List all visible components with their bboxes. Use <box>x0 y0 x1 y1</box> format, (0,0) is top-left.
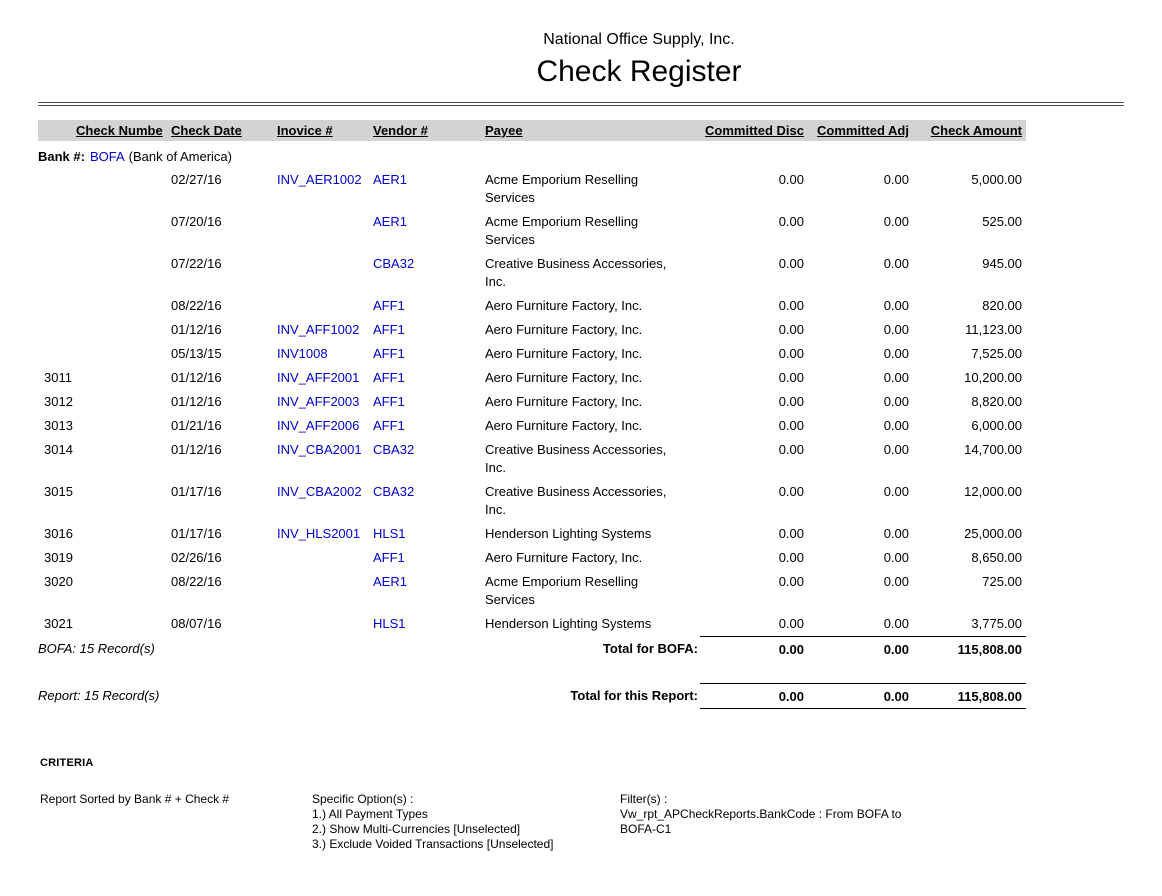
table-row <box>38 438 1026 480</box>
criteria-option-1: 1.) All Payment Types <box>312 807 428 821</box>
invoice-link[interactable]: INV_CBA2001 <box>277 442 362 457</box>
bank-record-count: BOFA: 15 Record(s) <box>38 641 155 656</box>
bank-total-label: Total for BOFA: <box>602 641 698 656</box>
company-name: National Office Supply, Inc. <box>543 31 735 48</box>
col-header-check-date: Check Date <box>171 123 242 138</box>
table-row <box>38 318 1026 342</box>
check-amount-cell: 11,123.00 <box>965 322 1022 337</box>
check-amount-cell: 945.00 <box>982 256 1022 271</box>
vendor-link[interactable]: AFF1 <box>373 370 405 385</box>
bank-total-committed-disc: 0.00 <box>700 636 806 661</box>
invoice-link[interactable]: INV_AFF2003 <box>277 394 360 409</box>
payee-cell: Henderson Lighting Systems <box>485 616 652 631</box>
committed-adj-cell: 0.00 <box>883 256 909 271</box>
table-rows <box>38 168 1026 636</box>
criteria-filters-label: Filter(s) : <box>620 792 668 806</box>
payee-cell: Henderson Lighting Systems <box>485 526 652 541</box>
check-date-cell: 01/17/16 <box>171 484 222 499</box>
check-date-cell: 08/22/16 <box>171 574 222 589</box>
payee-cell: Aero Furniture Factory, Inc. <box>485 394 643 409</box>
committed-disc-cell: 0.00 <box>778 214 804 229</box>
payee-cell: Acme Emporium Reselling Services <box>485 214 639 247</box>
invoice-link[interactable] <box>277 294 373 318</box>
committed-disc-cell: 0.00 <box>778 370 804 385</box>
invoice-link[interactable] <box>277 546 373 570</box>
check-date-cell: 01/21/16 <box>171 418 222 433</box>
check-amount-cell: 10,200.00 <box>964 370 1022 385</box>
check-amount-cell: 820.00 <box>982 298 1022 313</box>
check-number-cell <box>38 168 171 210</box>
vendor-link[interactable]: CBA32 <box>373 442 415 457</box>
table-row <box>38 546 1026 570</box>
committed-adj-cell: 0.00 <box>883 526 909 541</box>
payee-cell: Aero Furniture Factory, Inc. <box>485 322 643 337</box>
vendor-link[interactable]: AER1 <box>373 214 407 229</box>
committed-adj-cell: 0.00 <box>883 322 909 337</box>
committed-adj-cell: 0.00 <box>883 214 909 229</box>
committed-adj-cell: 0.00 <box>883 442 909 457</box>
committed-adj-cell: 0.00 <box>883 172 909 187</box>
check-number-cell <box>38 210 171 252</box>
payee-cell: Aero Furniture Factory, Inc. <box>485 298 643 313</box>
criteria-heading: CRITERIA <box>40 757 94 769</box>
table-row <box>38 390 1026 414</box>
table-row <box>38 480 1026 522</box>
table-row <box>38 210 1026 252</box>
criteria-options-label: Specific Option(s) : <box>312 792 414 806</box>
vendor-link[interactable]: AFF1 <box>373 346 405 361</box>
report-header <box>116 0 1162 90</box>
col-header-invoice: Inovice # <box>277 123 333 138</box>
committed-disc-cell: 0.00 <box>778 346 804 361</box>
invoice-link[interactable]: INV_AFF2006 <box>277 418 360 433</box>
check-amount-cell: 8,650.00 <box>971 550 1022 565</box>
check-number-cell <box>38 342 171 366</box>
criteria-option-2: 2.) Show Multi-Currencies [Unselected] <box>312 822 521 836</box>
vendor-link[interactable]: AER1 <box>373 172 407 187</box>
check-date-cell: 05/13/15 <box>171 346 222 361</box>
check-number-cell: 3012 <box>44 394 73 409</box>
check-date-cell: 01/17/16 <box>171 526 222 541</box>
check-number-cell <box>38 294 171 318</box>
payee-cell: Aero Furniture Factory, Inc. <box>485 346 643 361</box>
report-total-row <box>38 683 1026 709</box>
committed-disc-cell: 0.00 <box>778 394 804 409</box>
table-row <box>38 342 1026 366</box>
vendor-link[interactable]: AFF1 <box>373 394 405 409</box>
report-total-committed-adj: 0.00 <box>806 683 911 709</box>
invoice-link[interactable]: INV_HLS2001 <box>277 526 361 541</box>
invoice-link[interactable] <box>277 210 373 252</box>
vendor-link[interactable]: CBA32 <box>373 484 415 499</box>
table-row <box>38 168 1026 210</box>
check-date-cell: 01/12/16 <box>171 322 222 337</box>
payee-cell: Creative Business Accessories, Inc. <box>485 442 667 475</box>
vendor-link[interactable]: HLS1 <box>373 616 406 631</box>
title-divider <box>38 102 1124 106</box>
report-record-count: Report: 15 Record(s) <box>38 688 160 703</box>
report-total-label: Total for this Report: <box>570 688 698 703</box>
check-amount-cell: 14,700.00 <box>964 442 1022 457</box>
check-number-cell: 3019 <box>44 550 73 565</box>
payee-cell: Acme Emporium Reselling Services <box>485 574 639 607</box>
check-number-cell: 3013 <box>44 418 73 433</box>
check-date-cell: 01/12/16 <box>171 442 222 457</box>
check-amount-cell: 8,820.00 <box>971 394 1022 409</box>
vendor-link[interactable]: AFF1 <box>373 298 405 313</box>
committed-disc-cell: 0.00 <box>778 616 804 631</box>
committed-adj-cell: 0.00 <box>883 346 909 361</box>
committed-disc-cell: 0.00 <box>778 484 804 499</box>
table-row <box>38 366 1026 390</box>
criteria-options <box>312 792 620 852</box>
check-date-cell: 07/20/16 <box>171 214 222 229</box>
committed-adj-cell: 0.00 <box>883 574 909 589</box>
committed-disc-cell: 0.00 <box>778 574 804 589</box>
check-amount-cell: 7,525.00 <box>971 346 1022 361</box>
check-amount-cell: 6,000.00 <box>971 418 1022 433</box>
invoice-link[interactable]: INV_AFF2001 <box>277 370 360 385</box>
col-header-payee: Payee <box>485 123 523 138</box>
check-number-cell: 3020 <box>44 574 73 589</box>
table-row <box>38 294 1026 318</box>
committed-disc-cell: 0.00 <box>778 418 804 433</box>
col-header-check-amount: Check Amount <box>930 123 1022 138</box>
check-date-cell: 08/07/16 <box>171 616 222 631</box>
committed-adj-cell: 0.00 <box>883 484 909 499</box>
bank-code-link[interactable]: BOFA <box>89 149 125 164</box>
check-date-cell: 07/22/16 <box>171 256 222 271</box>
bank-total-committed-adj: 0.00 <box>806 636 911 661</box>
payee-cell: Acme Emporium Reselling Services <box>485 172 639 205</box>
col-header-vendor: Vendor # <box>373 123 428 138</box>
payee-cell: Aero Furniture Factory, Inc. <box>485 370 643 385</box>
criteria-section <box>40 757 1162 852</box>
table-row <box>38 522 1026 546</box>
check-amount-cell: 3,775.00 <box>971 616 1022 631</box>
payee-cell: Aero Furniture Factory, Inc. <box>485 418 643 433</box>
committed-adj-cell: 0.00 <box>883 616 909 631</box>
criteria-filter-line-1: Vw_rpt_APCheckReports.BankCode : From BOFA to <box>620 807 902 821</box>
payee-cell: Creative Business Accessories, Inc. <box>485 484 667 517</box>
invoice-link[interactable]: INV_AFF1002 <box>277 322 360 337</box>
vendor-link[interactable]: AFF1 <box>373 550 405 565</box>
committed-disc-cell: 0.00 <box>778 298 804 313</box>
criteria-filter-line-2: BOFA-C1 <box>620 822 672 836</box>
check-number-cell: 3014 <box>44 442 73 457</box>
committed-adj-cell: 0.00 <box>883 550 909 565</box>
committed-adj-cell: 0.00 <box>883 418 909 433</box>
bank-name: (Bank of America) <box>128 149 232 164</box>
table-row <box>38 612 1026 636</box>
criteria-filters <box>620 792 1162 852</box>
invoice-link[interactable]: INV1008 <box>277 346 328 361</box>
invoice-link[interactable]: INV_CBA2002 <box>277 484 362 499</box>
check-number-cell: 3016 <box>44 526 73 541</box>
committed-adj-cell: 0.00 <box>883 394 909 409</box>
committed-adj-cell: 0.00 <box>883 298 909 313</box>
check-date-cell: 01/12/16 <box>171 370 222 385</box>
check-number-cell <box>38 252 171 294</box>
col-header-check-number: Check Numbe <box>76 123 163 138</box>
check-amount-cell: 25,000.00 <box>964 526 1022 541</box>
table-header-row <box>38 120 1026 141</box>
check-date-cell: 01/12/16 <box>171 394 222 409</box>
table-row <box>38 570 1026 612</box>
committed-disc-cell: 0.00 <box>778 172 804 187</box>
committed-disc-cell: 0.00 <box>778 322 804 337</box>
vendor-link[interactable]: AER1 <box>373 574 407 589</box>
committed-disc-cell: 0.00 <box>778 256 804 271</box>
table-row <box>38 252 1026 294</box>
check-number-cell <box>38 318 171 342</box>
vendor-link[interactable]: CBA32 <box>373 256 415 271</box>
report-title: Check Register <box>536 55 742 88</box>
invoice-link[interactable] <box>277 612 373 636</box>
payee-cell: Aero Furniture Factory, Inc. <box>485 550 643 565</box>
check-number-cell: 3021 <box>44 616 73 631</box>
check-amount-cell: 12,000.00 <box>964 484 1022 499</box>
report-total-check-amount: 115,808.00 <box>911 683 1026 709</box>
check-date-cell: 08/22/16 <box>171 298 222 313</box>
check-date-cell: 02/27/16 <box>171 172 222 187</box>
bank-total-check-amount: 115,808.00 <box>911 636 1026 661</box>
invoice-link[interactable] <box>277 570 373 612</box>
criteria-option-3: 3.) Exclude Voided Transactions [Unselected] <box>312 837 554 851</box>
invoice-link[interactable]: INV_AER1002 <box>277 172 362 187</box>
table-row <box>38 414 1026 438</box>
committed-disc-cell: 0.00 <box>778 550 804 565</box>
check-date-cell: 02/26/16 <box>171 550 222 565</box>
committed-adj-cell: 0.00 <box>883 370 909 385</box>
col-header-committed-disc: Committed Disc <box>705 123 804 138</box>
bank-number-label: Bank #: <box>38 149 85 164</box>
invoice-link[interactable] <box>277 252 373 294</box>
criteria-sort-text: Report Sorted by Bank # + Check # <box>40 792 230 806</box>
check-number-cell: 3015 <box>44 484 73 499</box>
vendor-link[interactable]: AFF1 <box>373 418 405 433</box>
vendor-link[interactable]: HLS1 <box>373 526 406 541</box>
check-number-cell: 3011 <box>44 370 72 385</box>
check-amount-cell: 5,000.00 <box>971 172 1022 187</box>
bank-group-header <box>38 141 1026 168</box>
check-amount-cell: 725.00 <box>982 574 1022 589</box>
payee-cell: Creative Business Accessories, Inc. <box>485 256 667 289</box>
committed-disc-cell: 0.00 <box>778 526 804 541</box>
report-body <box>38 120 1026 709</box>
check-amount-cell: 525.00 <box>982 214 1022 229</box>
report-total-committed-disc: 0.00 <box>700 683 806 709</box>
col-header-committed-adj: Committed Adj <box>817 123 909 138</box>
committed-disc-cell: 0.00 <box>778 442 804 457</box>
criteria-columns <box>40 792 1162 852</box>
vendor-link[interactable]: AFF1 <box>373 322 405 337</box>
bank-total-row <box>38 636 1026 661</box>
